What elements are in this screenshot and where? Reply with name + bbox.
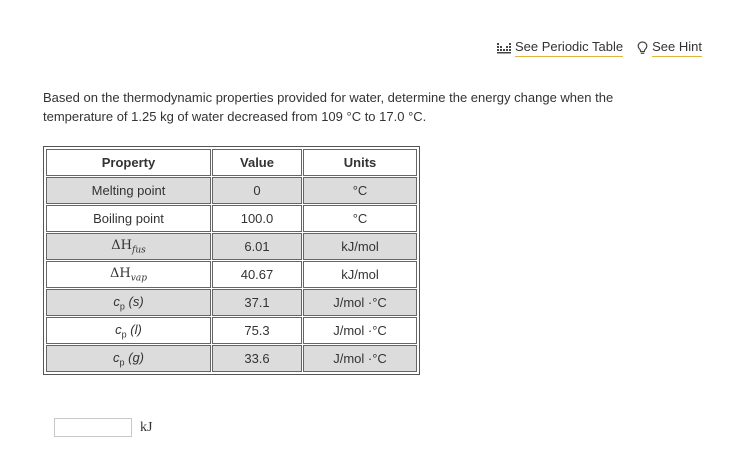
property-symbol: c — [112, 349, 120, 365]
units-cell: kJ/mol — [303, 261, 417, 288]
units-cell: °C — [303, 177, 417, 204]
value-cell: 6.01 — [212, 233, 302, 260]
property-cell — [46, 289, 211, 316]
units-cell: J/mol ·°C — [303, 317, 417, 344]
hint-link-label: See Hint — [652, 38, 702, 57]
periodic-table-link-label: See Periodic Table — [515, 38, 623, 57]
table-row — [46, 177, 417, 204]
see-hint-link[interactable] — [637, 38, 702, 57]
property-subscript: fus — [131, 245, 146, 256]
header-units: Units — [303, 149, 417, 176]
table-row — [46, 233, 417, 260]
table-row — [46, 345, 417, 372]
units-cell: kJ/mol — [303, 233, 417, 260]
property-subscript: p — [121, 329, 127, 340]
property-cell — [46, 345, 211, 372]
units-cell: °C — [303, 205, 417, 232]
table-row — [46, 317, 417, 344]
table-header-row — [46, 149, 417, 176]
property-subscript: vap — [130, 273, 147, 284]
properties-table — [43, 146, 420, 375]
value-cell: 37.1 — [212, 289, 302, 316]
property-cell — [46, 233, 211, 260]
lightbulb-icon — [637, 41, 648, 55]
table-row — [46, 261, 417, 288]
property-phase: (g) — [128, 349, 145, 365]
units-cell: J/mol ·°C — [303, 289, 417, 316]
see-periodic-table-link[interactable] — [497, 38, 623, 57]
answer-area — [54, 418, 152, 437]
property-symbol: ΔH — [111, 238, 132, 254]
header-value: Value — [212, 149, 302, 176]
periodic-table-icon — [497, 42, 511, 54]
top-links — [497, 38, 702, 57]
property-subscript: p — [119, 301, 125, 312]
value-cell: 75.3 — [212, 317, 302, 344]
property-cell — [46, 261, 211, 288]
table-row — [46, 205, 417, 232]
answer-input[interactable] — [54, 418, 132, 437]
property-phase: (l) — [130, 321, 142, 337]
value-cell: 0 — [212, 177, 302, 204]
property-symbol: c — [113, 293, 120, 309]
property-cell — [46, 317, 211, 344]
property-symbol: ΔH — [110, 266, 131, 282]
table-row — [46, 289, 417, 316]
property-cell: Melting point — [46, 177, 211, 204]
property-phase: (s) — [128, 293, 144, 309]
units-cell: J/mol ·°C — [303, 345, 417, 372]
property-symbol: c — [115, 321, 122, 337]
answer-unit: kJ — [140, 419, 153, 435]
header-property: Property — [46, 149, 211, 176]
value-cell: 100.0 — [212, 205, 302, 232]
property-cell: Boiling point — [46, 205, 211, 232]
property-subscript: p — [119, 357, 125, 368]
question-text: Based on the thermodynamic properties provided for water, determine the energy change when the temperature of 1.25 kg of water decreased from 109 °C to 17.0 °C. — [43, 90, 614, 124]
value-cell: 33.6 — [212, 345, 302, 372]
value-cell: 40.67 — [212, 261, 302, 288]
